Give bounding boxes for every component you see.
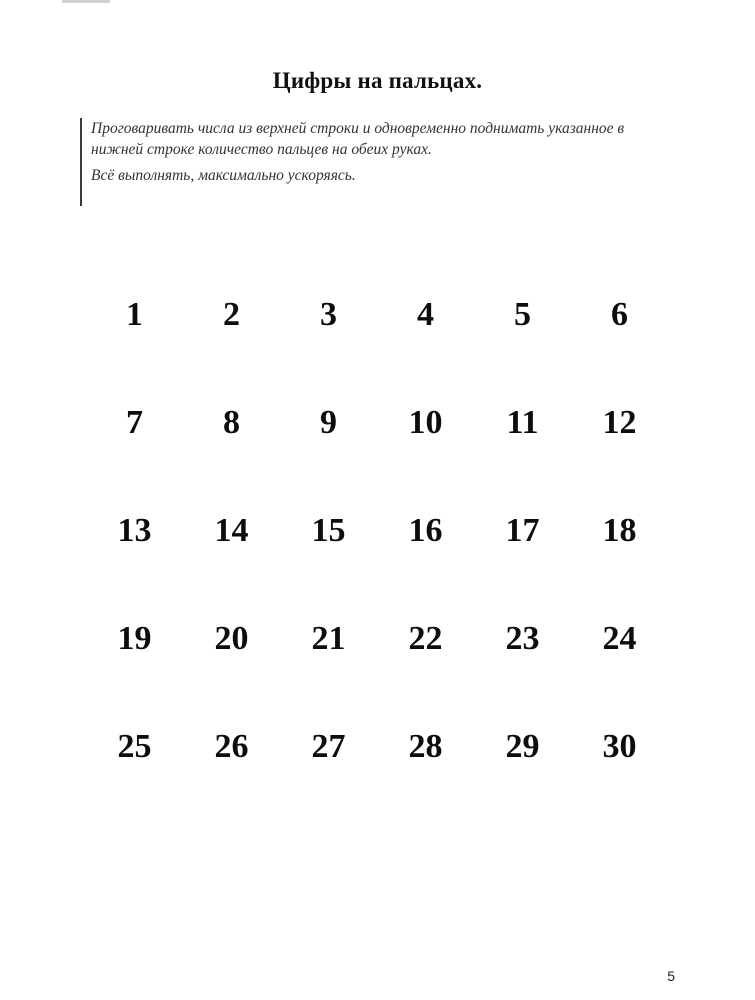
- page-number: 5: [667, 968, 675, 984]
- instruction-text: Проговаривать числа из верхней строки и одновременно поднимать указанное в нижней строке количество пальцев на обеих руках.: [91, 120, 625, 158]
- corner-mark: [62, 0, 110, 3]
- number-cell: 2: [223, 296, 240, 333]
- instruction-text: Всё выполнять, максимально ускоряясь.: [91, 167, 356, 184]
- number-cell: 10: [408, 404, 443, 441]
- number-cell: 21: [311, 620, 346, 657]
- number-cell: 22: [408, 620, 443, 657]
- number-cell: 20: [214, 620, 249, 657]
- number-cell: 6: [611, 296, 628, 333]
- number-cell: 18: [602, 512, 637, 549]
- number-cell: 5: [514, 296, 531, 333]
- number-cell: 16: [408, 512, 443, 549]
- number-cell: 7: [126, 404, 143, 441]
- number-cell: 27: [311, 728, 346, 765]
- number-cell: 24: [602, 620, 637, 657]
- page-title: Цифры на пальцах.: [272, 68, 483, 93]
- number-cell: 1: [126, 296, 143, 333]
- number-cell: 19: [117, 620, 152, 657]
- number-cell: 26: [214, 728, 249, 765]
- number-cell: 3: [320, 296, 337, 333]
- number-cell: 25: [117, 728, 152, 765]
- number-cell: 4: [417, 296, 434, 333]
- number-cell: 8: [223, 404, 240, 441]
- number-cell: 30: [602, 728, 637, 765]
- number-cell: 13: [117, 512, 152, 549]
- instructions-block: [80, 118, 640, 206]
- number-grid: [86, 285, 668, 825]
- number-cell: 14: [214, 512, 249, 549]
- number-cell: 29: [505, 728, 540, 765]
- number-cell: 12: [602, 404, 637, 441]
- number-cell: 28: [408, 728, 443, 765]
- number-cell: 11: [506, 404, 539, 441]
- number-cell: 17: [505, 512, 540, 549]
- number-cell: 9: [320, 404, 337, 441]
- number-cell: 15: [311, 512, 346, 549]
- number-cell: 23: [505, 620, 540, 657]
